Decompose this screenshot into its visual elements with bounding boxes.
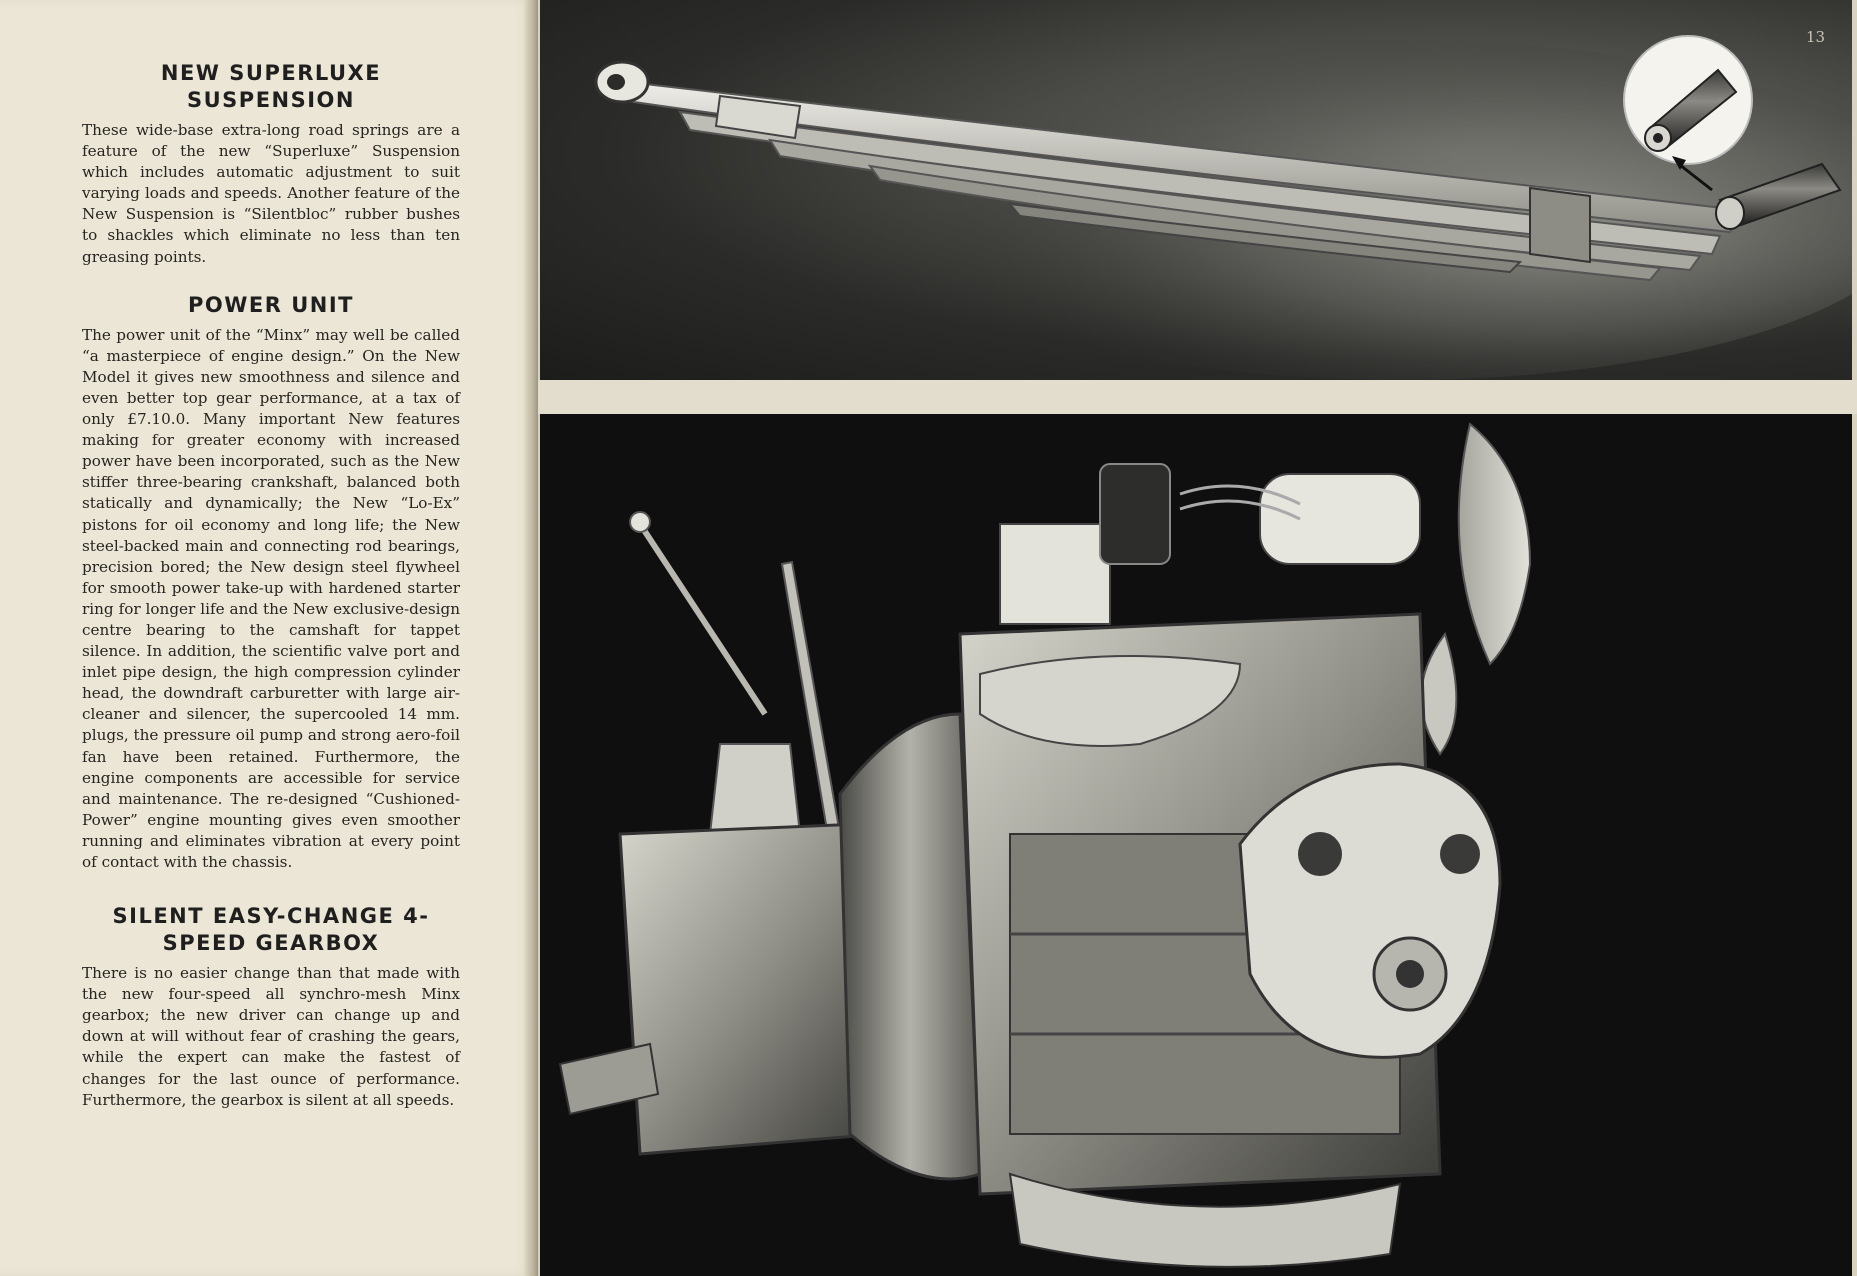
engine-gearbox-photo [540,414,1852,1276]
left-page [0,0,538,1276]
paragraph-power-unit: The power unit of the “Minx” may well be called “a masterpiece of engine design.” On the New Model it gives new smoothness and silence and even better top gear performance, at a tax of only £7.10.0. Many important New features making for greater economy with increased power have been incorporated, such as the New stiffer three-bearing crankshaft, balanced both statically and dynamically; the New “Lo-Ex” pistons for oil economy and long life; the New steel-backed main and connecting rod bearings, precision bored; the New design steel flywheel for smooth power take-up with hardened starter ring for longer life and the New exclusive-design centre bearing to the camshaft for tappet silence. In addition, the scientific valve port and inlet pipe design, the high compression cylinder head, the downdraft carburetter with large air-cleaner and silencer, the supercooled 14 mm. plugs, the pressure oil pump and strong aero-foil fan have been retained. Furthermore, the engine components are accessible for service and maintenance. The re-designed “Cushioned-Power” engine mounting gives even smoother running and eliminates vibration at every point of contact with the chassis. [82,325,460,871]
paragraph-suspension: These wide-base extra-long road springs are a feature of the new “Superluxe” Suspension which includes automatic adjustment to suit varying loads and speeds. Another feature of the New Suspension is “Silentbloc” rubber bushes to shackles which eliminate no less than ten greasing points. [82,121,460,266]
section-gearbox [82,903,460,1111]
heading-power-unit: POWER UNIT [188,292,354,317]
text-column [82,60,460,1111]
leaf-spring-illustration [540,0,1852,380]
leaf-spring-photo [540,0,1852,380]
paragraph-gearbox: There is no easier change than that made with the new four-speed all synchro-mesh Minx gearbox; the new driver can change up and down at will without fear of crashing the gears, while the expert can make the fastest of changes for the last ounce of performance. Furthermore, the gearbox is silent at all speeds. [82,964,460,1109]
section-suspension [82,60,460,268]
right-page [538,0,1857,1276]
page-number: 13 [1806,28,1826,46]
section-power-unit [82,292,460,873]
heading-gearbox: SILENT EASY-CHANGE 4-SPEED GEARBOX [112,904,430,956]
heading-suspension: NEW SUPERLUXE SUSPENSION [160,61,382,112]
photo-divider [538,380,1857,414]
engine-illustration [540,414,1852,1276]
